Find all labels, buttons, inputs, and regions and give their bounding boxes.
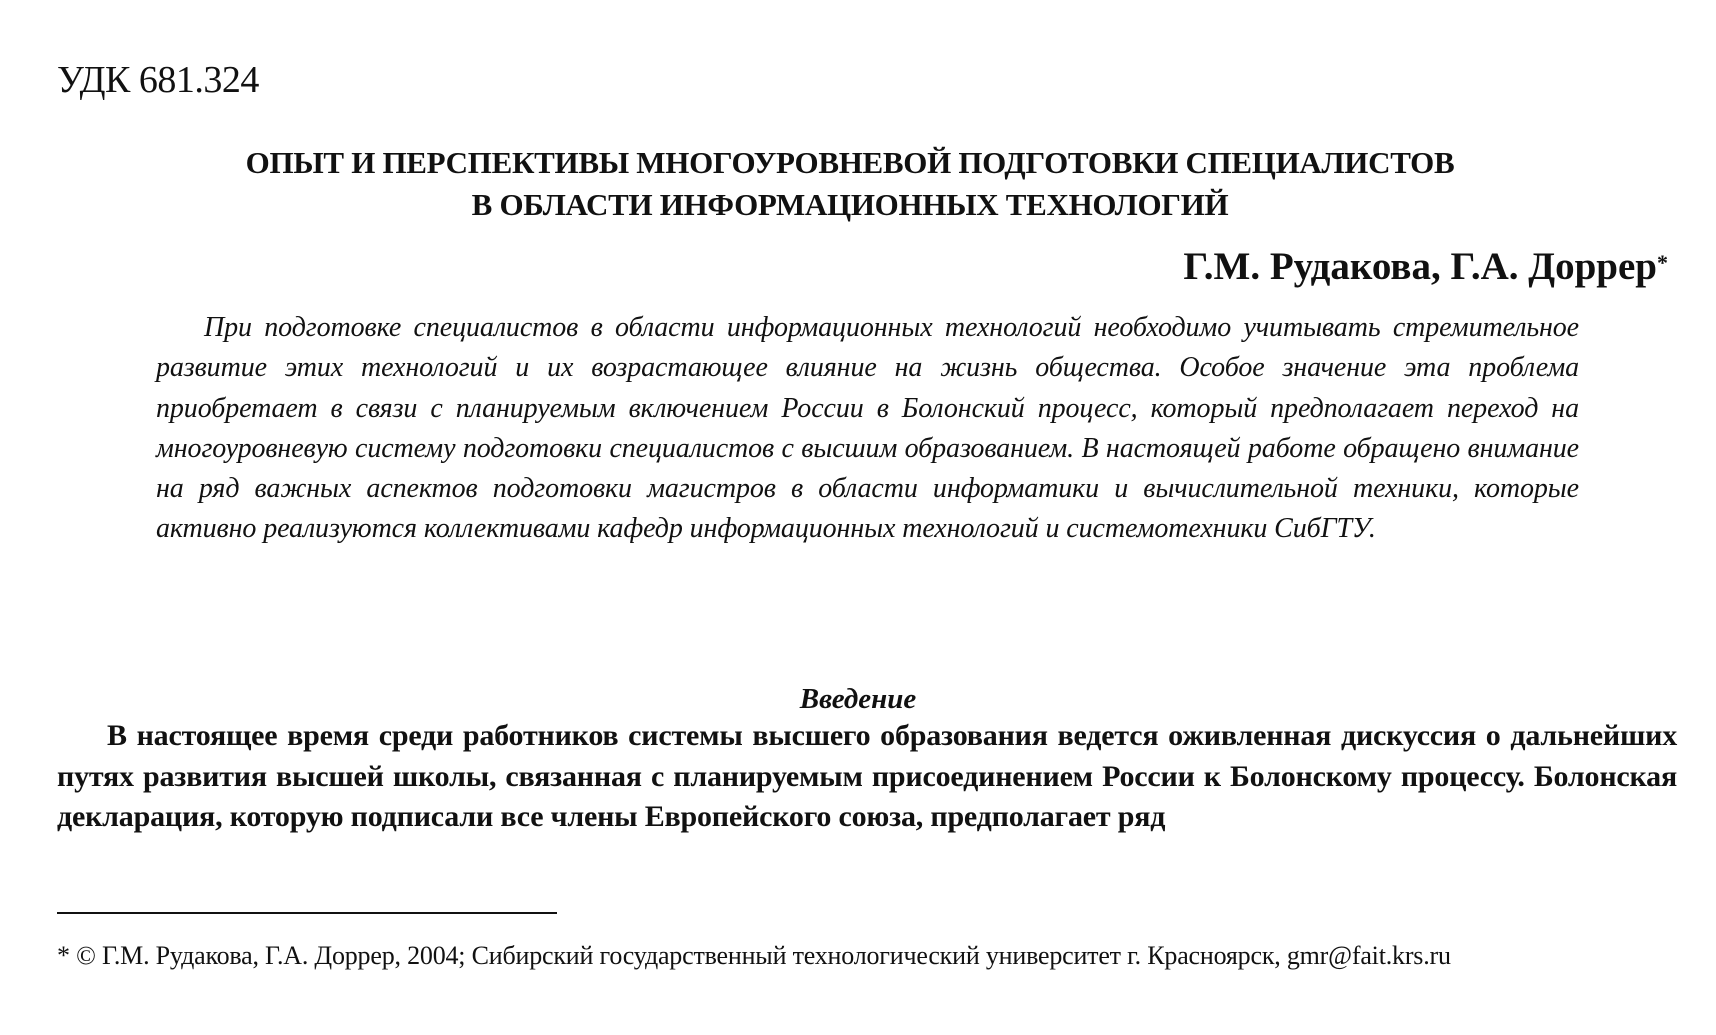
udk-code: УДК 681.324: [57, 59, 259, 101]
authors-footnote-mark: *: [1657, 250, 1668, 275]
abstract: При подготовке специалистов в области информационных технологий необходимо учитывать стремительное развитие этих технологий и их возрастающее влияние на жизнь общества. Особое значение эта проблема приобретает в связи с планируемым включением России в Болонский процесс, который предполагает переход на многоуровневую систему подготовки специалистов с высшим образованием. В настоящей работе обращено внимание на ряд важных аспектов подготовки магистров в области информатики и вычислительной техники, которые активно реализуются коллективами кафедр информационных технологий и системотехники СибГТУ.: [156, 312, 1579, 545]
intro-paragraph: В настоящее время среди работников системы высшего образования ведется оживленная дискуссия о дальнейших путях развития высшей школы, связанная с планируемым присоединением России к Болонскому процессу. Болонская декларация, которую подписали все члены Европейского союза, предполагает ряд: [57, 719, 1677, 833]
title-line-2: В ОБЛАСТИ ИНФОРМАЦИОННЫХ ТЕХНОЛОГИЙ: [471, 187, 1229, 222]
authors-names: Г.М. Рудакова, Г.А. Доррер: [1183, 245, 1657, 288]
article-title: [120, 142, 1580, 226]
title-line-1: ОПЫТ И ПЕРСПЕКТИВЫ МНОГОУРОВНЕВОЙ ПОДГОТОВКИ СПЕЦИАЛИСТОВ: [245, 145, 1455, 180]
section-heading: Введение: [799, 683, 917, 715]
authors: [1183, 244, 1668, 290]
footnote: * © Г.М. Рудакова, Г.А. Доррер, 2004; Сибирский государственный технологический университет г. Красноярск, gmr@fait.krs.ru: [57, 941, 1451, 970]
footnote-divider: [57, 912, 557, 914]
